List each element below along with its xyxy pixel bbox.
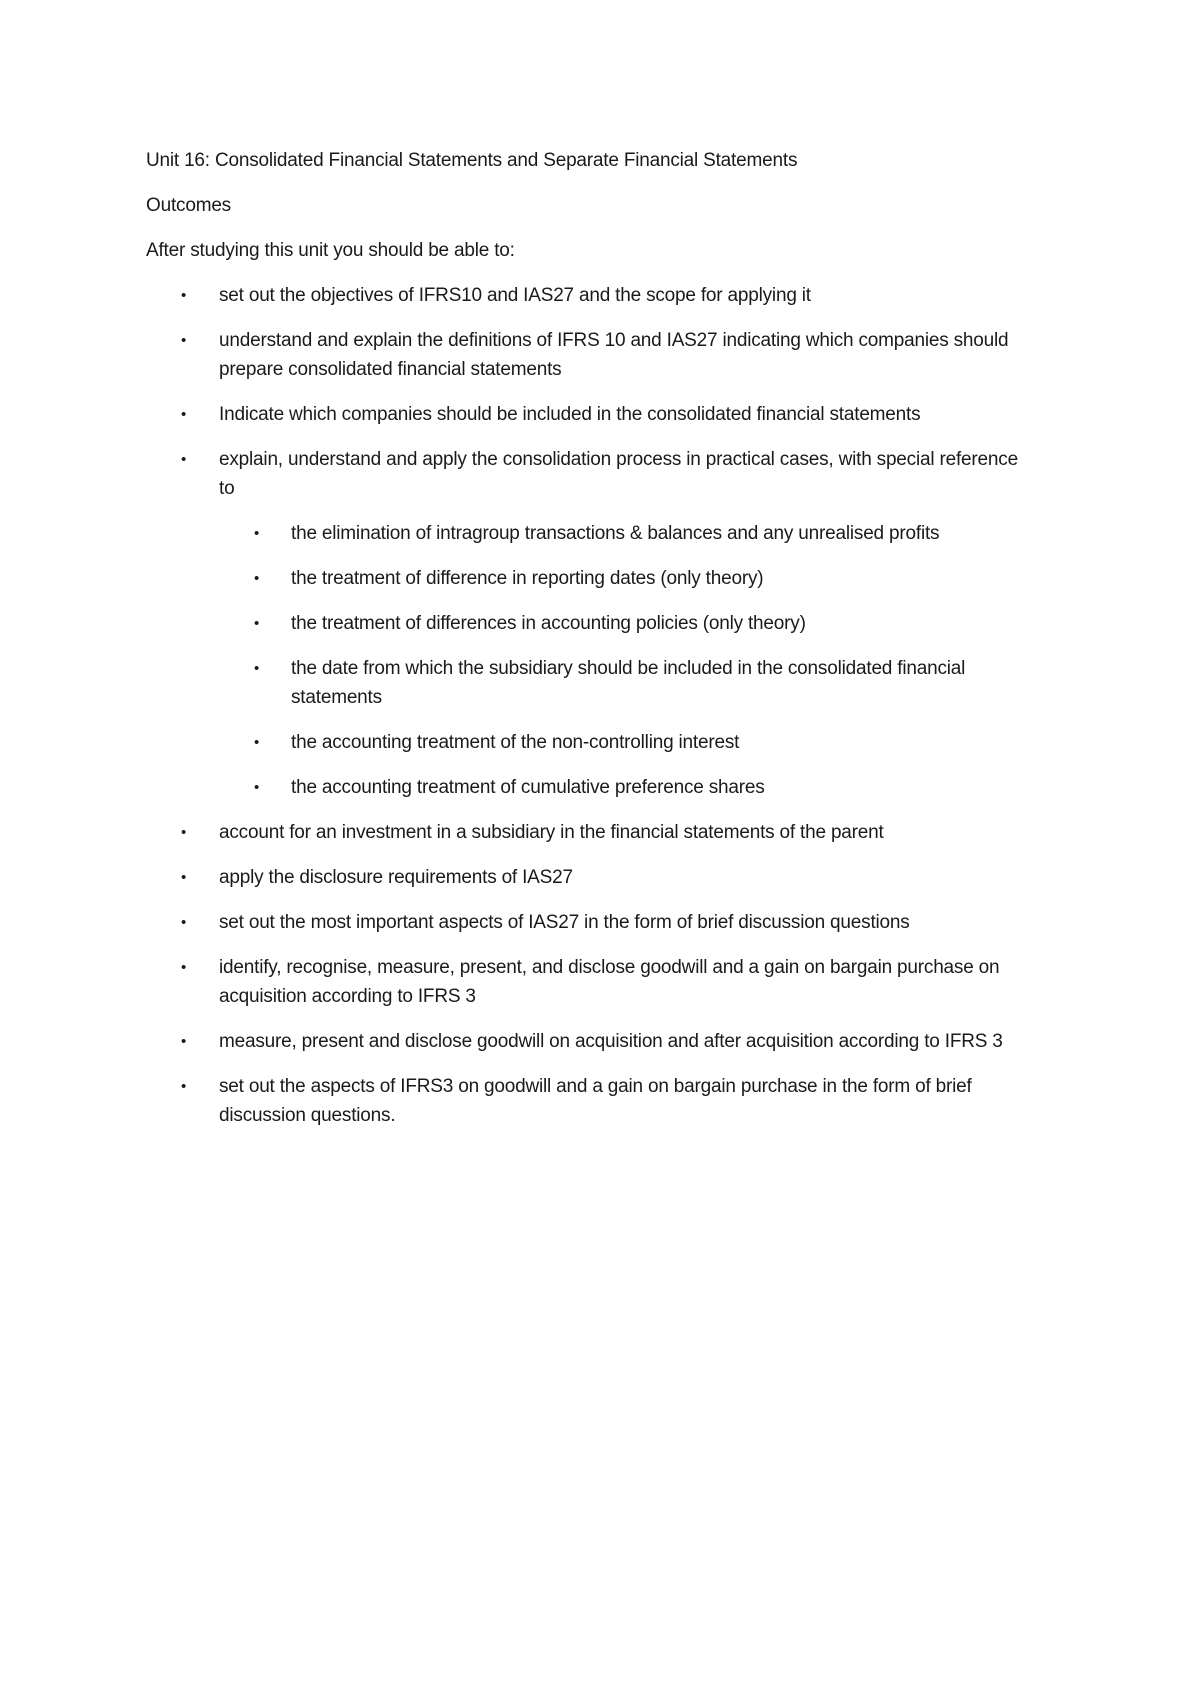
list-item	[146, 609, 1076, 638]
list-item-text: the treatment of difference in reporting dates (only theory)	[291, 568, 764, 589]
list-item	[146, 326, 1076, 384]
list-item	[146, 654, 1076, 712]
bullet-icon: •	[181, 332, 187, 349]
list-item	[146, 908, 1076, 937]
bullet-icon: •	[181, 1033, 187, 1050]
bullet-icon: •	[181, 287, 187, 304]
list-item	[146, 818, 1076, 847]
list-item-text: the treatment of differences in accounting policies (only theory)	[291, 613, 806, 634]
list-item-text: the accounting treatment of cumulative preference shares	[291, 777, 765, 798]
list-item	[146, 773, 1076, 802]
bullet-icon: •	[181, 959, 187, 976]
list-item-text: understand and explain the definitions of IFRS 10 and IAS27 indicating which companies should prepare consolidated financial statements	[219, 330, 1009, 380]
list-item	[146, 519, 1076, 548]
list-item-text: the date from which the subsidiary should be included in the consolidated financial statements	[291, 658, 966, 708]
list-item-text: set out the objectives of IFRS10 and IAS27 and the scope for applying it	[219, 285, 811, 306]
list-item-text: account for an investment in a subsidiary in the financial statements of the parent	[219, 822, 884, 843]
list-item-text: explain, understand and apply the consolidation process in practical cases, with special reference to	[219, 449, 1018, 499]
bullet-icon: •	[254, 734, 260, 751]
bullet-icon: •	[181, 824, 187, 841]
list-item-text: measure, present and disclose goodwill on acquisition and after acquisition according to IFRS 3	[219, 1031, 1003, 1052]
list-item	[146, 445, 1076, 503]
list-item	[146, 1027, 1076, 1056]
bullet-icon: •	[181, 914, 187, 931]
list-item	[146, 953, 1076, 1011]
outcomes-heading: Outcomes	[146, 195, 231, 216]
list-item	[146, 863, 1076, 892]
bullet-icon: •	[254, 779, 260, 796]
bullet-icon: •	[254, 570, 260, 587]
list-item-text: set out the most important aspects of IAS27 in the form of brief discussion questions	[219, 912, 910, 933]
outcomes-list	[146, 281, 1076, 1130]
bullet-icon: •	[254, 615, 260, 632]
list-item-text: Indicate which companies should be included in the consolidated financial statements	[219, 404, 921, 425]
bullet-icon: •	[181, 451, 187, 468]
list-item-text: the elimination of intragroup transactions & balances and any unrealised profits	[291, 523, 940, 544]
bullet-icon: •	[254, 525, 260, 542]
list-item-text: set out the aspects of IFRS3 on goodwill and a gain on bargain purchase in the form of brief discussion questions.	[219, 1076, 972, 1126]
list-item	[146, 1072, 1076, 1130]
intro-text: After studying this unit you should be able to:	[146, 240, 515, 261]
unit-title: Unit 16: Consolidated Financial Statements and Separate Financial Statements	[146, 150, 798, 171]
list-item	[146, 281, 1076, 310]
bullet-icon: •	[181, 869, 187, 886]
bullet-icon: •	[181, 406, 187, 423]
document-content	[146, 146, 1076, 1146]
list-item	[146, 564, 1076, 593]
bullet-icon: •	[181, 1078, 187, 1095]
list-item-text: apply the disclosure requirements of IAS27	[219, 867, 573, 888]
list-item-text: the accounting treatment of the non-controlling interest	[291, 732, 740, 753]
bullet-icon: •	[254, 660, 260, 677]
list-item-text: identify, recognise, measure, present, and disclose goodwill and a gain on bargain purchase on acquisition according to IFRS 3	[219, 957, 1000, 1007]
list-item	[146, 400, 1076, 429]
list-item	[146, 728, 1076, 757]
